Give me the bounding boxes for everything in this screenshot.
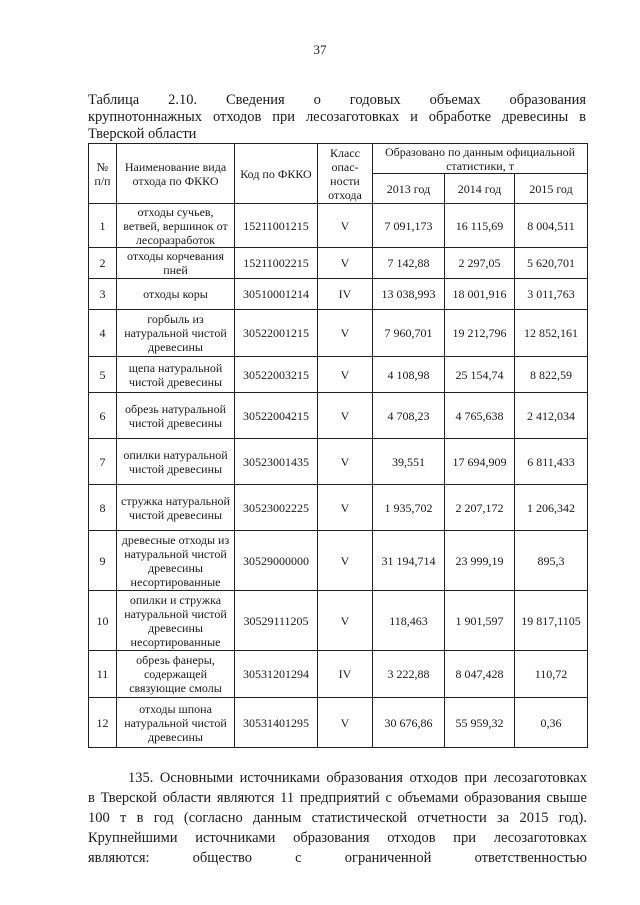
paragraph-line-5: являются: общество с ограниченной ответственностью [88,850,587,866]
row-code: 30529111205 [235,591,318,651]
row-hazard: V [318,310,373,357]
row-name: горбыль из натуральной чистой древесины [117,310,235,357]
table-row [89,357,588,393]
header-year-2014: 2014 год [445,174,515,204]
row-2013: 31 194,714 [373,531,445,591]
row-2015: 8 004,511 [515,204,588,248]
paragraph-line-1: 135. Основными источниками образования отходов при лесозаготовках [128,770,587,786]
header-name: Наименование вида отхода по ФККО [117,144,235,204]
row-name: отходы корчевания пней [117,248,235,279]
header-formed: Образовано по данным официальной статистики, т [373,144,588,174]
row-2013: 7 142,88 [373,248,445,279]
row-num: 9 [89,531,117,591]
row-code: 30531201294 [235,651,318,698]
row-hazard: V [318,439,373,485]
header-code: Код по ФККО [235,144,318,204]
table-row [89,248,588,279]
row-code: 15211001215 [235,204,318,248]
row-2014: 25 154,74 [445,357,515,393]
row-2015: 19 817,1105 [515,591,588,651]
row-num: 7 [89,439,117,485]
row-2013: 4 108,98 [373,357,445,393]
row-num: 10 [89,591,117,651]
row-2015: 2 412,034 [515,393,588,439]
row-2013: 3 222,88 [373,651,445,698]
row-name: стружка натуральной чистой древесины [117,485,235,531]
body-paragraph [88,768,587,868]
row-name: отходы сучьев, ветвей, вершинок от лесоразработок [117,204,235,248]
row-2014: 1 901,597 [445,591,515,651]
caption-line-3: Тверской области [88,126,197,142]
table-row [89,531,588,591]
table-caption [88,92,586,143]
row-name: отходы коры [117,279,235,310]
row-num: 11 [89,651,117,698]
row-num: 3 [89,279,117,310]
paragraph-line-3: 100 т в год (согласно данным статистической отчетности за 2015 год). [88,810,587,826]
row-name: обрезь фанеры, содержащей связующие смолы [117,651,235,698]
page-number: 37 [313,42,327,57]
row-2015: 12 852,161 [515,310,588,357]
row-2015: 110,72 [515,651,588,698]
row-2015: 1 206,342 [515,485,588,531]
table-row [89,279,588,310]
paragraph-line-2: в Тверской области являются 11 предприятий с объемами образования свыше [88,790,587,806]
row-2014: 2 297,05 [445,248,515,279]
caption-line-2: крупнотоннажных отходов при лесозаготовках и обработке древесины в [88,109,586,125]
row-hazard: IV [318,279,373,310]
row-code: 30529000000 [235,531,318,591]
row-2013: 118,463 [373,591,445,651]
row-2014: 18 001,916 [445,279,515,310]
row-name: отходы шпона натуральной чистой древесины [117,698,235,748]
row-2015: 3 011,763 [515,279,588,310]
row-2014: 16 115,69 [445,204,515,248]
row-code: 30523002225 [235,485,318,531]
table-row [89,651,588,698]
table-row [89,204,588,248]
header-year-2013: 2013 год [373,174,445,204]
row-2015: 5 620,701 [515,248,588,279]
row-hazard: V [318,485,373,531]
row-num: 4 [89,310,117,357]
table-row [89,310,588,357]
row-name: щепа натуральной чистой древесины [117,357,235,393]
row-hazard: V [318,531,373,591]
row-code: 30522004215 [235,393,318,439]
row-num: 2 [89,248,117,279]
table-row [89,485,588,531]
row-2014: 2 207,172 [445,485,515,531]
row-code: 30522003215 [235,357,318,393]
row-hazard: V [318,204,373,248]
row-hazard: V [318,591,373,651]
row-name: опилки натуральной чистой древесины [117,439,235,485]
row-name: обрезь натуральной чистой древесины [117,393,235,439]
row-num: 5 [89,357,117,393]
row-num: 8 [89,485,117,531]
row-num: 12 [89,698,117,748]
table-row [89,698,588,748]
table-row [89,393,588,439]
row-hazard: V [318,357,373,393]
waste-table [88,143,588,748]
row-2014: 4 765,638 [445,393,515,439]
row-code: 30523001435 [235,439,318,485]
row-2013: 39,551 [373,439,445,485]
row-name: древесные отходы из натуральной чистой древесины несортированные [117,531,235,591]
header-num: № п/п [89,144,117,204]
row-2013: 30 676,86 [373,698,445,748]
row-2014: 19 212,796 [445,310,515,357]
row-2015: 6 811,433 [515,439,588,485]
row-2013: 13 038,993 [373,279,445,310]
row-code: 30510001214 [235,279,318,310]
row-hazard: V [318,393,373,439]
caption-line-1: Таблица 2.10. Сведения о годовых объемах образования [88,92,586,108]
row-2014: 55 959,32 [445,698,515,748]
row-2014: 17 694,909 [445,439,515,485]
header-year-2015: 2015 год [515,174,588,204]
row-2014: 23 999,19 [445,531,515,591]
row-num: 6 [89,393,117,439]
row-2013: 1 935,702 [373,485,445,531]
row-name: опилки и стружка натуральной чистой древесины несортированные [117,591,235,651]
row-2013: 4 708,23 [373,393,445,439]
row-hazard: V [318,248,373,279]
row-hazard: IV [318,651,373,698]
row-2013: 7 091,173 [373,204,445,248]
table-row [89,439,588,485]
row-hazard: V [318,698,373,748]
paragraph-line-4: Крупнейшими источниками образования отходов при лесозаготовках [88,830,587,846]
header-hazard: Класс опас-ности отхода [318,144,373,204]
row-code: 30531401295 [235,698,318,748]
row-2014: 8 047,428 [445,651,515,698]
row-2013: 7 960,701 [373,310,445,357]
row-code: 30522001215 [235,310,318,357]
row-2015: 0,36 [515,698,588,748]
row-code: 15211002215 [235,248,318,279]
row-num: 1 [89,204,117,248]
table-row [89,591,588,651]
row-2015: 8 822,59 [515,357,588,393]
row-2015: 895,3 [515,531,588,591]
